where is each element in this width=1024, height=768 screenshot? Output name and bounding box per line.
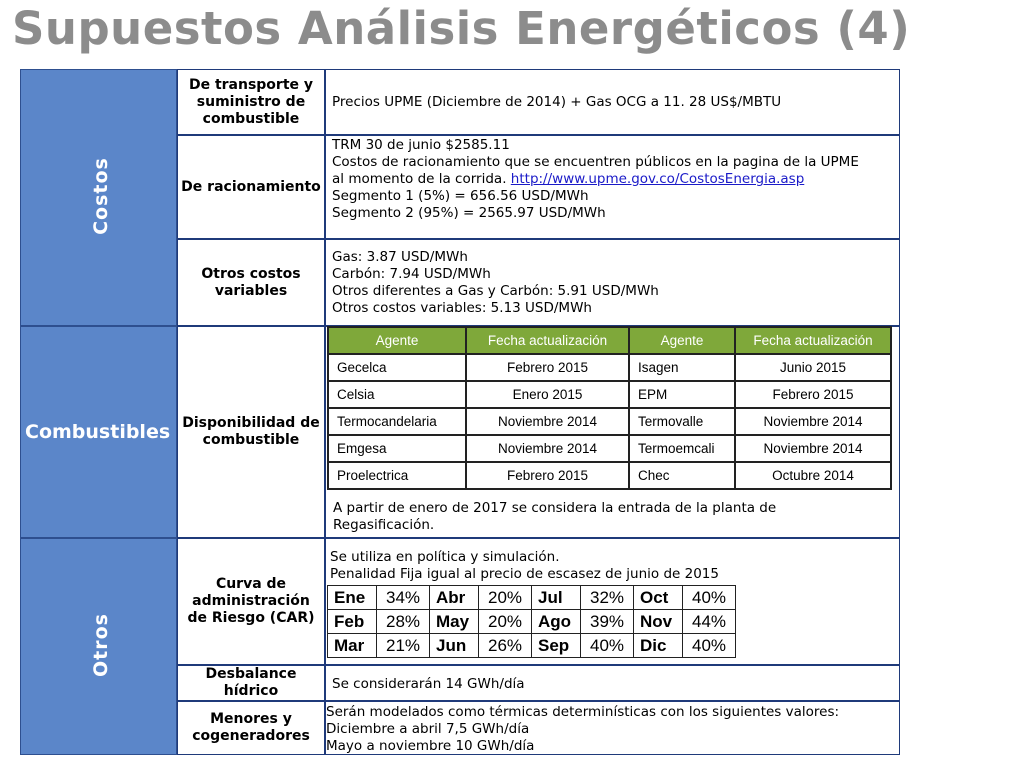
table-row — [328, 610, 736, 634]
fecha-cell: Febrero 2015 — [466, 354, 629, 381]
row-content-menores — [325, 701, 900, 755]
month-cell: Abr — [430, 586, 479, 610]
menores-line-2: Diciembre a abril 7,5 GWh/día — [326, 721, 530, 737]
value-cell: 34% — [377, 586, 430, 610]
value-cell: 28% — [377, 610, 430, 634]
otros-costos-line-3: Otros diferentes a Gas y Carbón: 5.91 USD/MWh — [332, 283, 659, 299]
table-row — [328, 408, 891, 435]
transporte-text: Precios UPME (Diciembre de 2014) + Gas OCG a 11. 28 US$/MBTU — [332, 94, 782, 110]
agente-cell: Termoemcali — [629, 435, 735, 462]
month-cell: Dic — [634, 634, 683, 658]
month-cell: Jun — [430, 634, 479, 658]
agentes-header-fecha-1: Fecha actualización — [466, 327, 629, 354]
value-cell: 40% — [581, 634, 634, 658]
fecha-cell: Enero 2015 — [466, 381, 629, 408]
table-row — [328, 381, 891, 408]
section-costos — [20, 69, 177, 326]
agentes-header-fecha-2: Fecha actualización — [735, 327, 891, 354]
agente-cell: Proelectrica — [328, 462, 466, 489]
value-cell: 21% — [377, 634, 430, 658]
racionamiento-line-3 — [332, 171, 893, 188]
agente-cell: Termocandelaria — [328, 408, 466, 435]
section-combustibles — [20, 326, 177, 538]
fecha-cell: Noviembre 2014 — [466, 435, 629, 462]
upme-link[interactable]: http://www.upme.gov.co/CostosEnergia.asp — [510, 171, 805, 187]
car-line-2: Penalidad Fija igual al precio de escasez de junio de 2015 — [330, 566, 719, 582]
otros-costos-line-1: Gas: 3.87 USD/MWh — [332, 249, 468, 265]
month-cell: Ago — [532, 610, 581, 634]
value-cell: 20% — [479, 586, 532, 610]
row-content-racionamiento — [325, 135, 900, 239]
row-label-otros-costos: Otros costos variables — [177, 239, 325, 326]
table-row — [328, 435, 891, 462]
racionamiento-line-2: Costos de racionamiento que se encuentren públicos en la pagina de la UPME — [332, 154, 859, 170]
value-cell: 40% — [683, 586, 736, 610]
agente-cell: EPM — [629, 381, 735, 408]
row-label-car: Curva de administración de Riesgo (CAR) — [177, 538, 325, 665]
row-label-disponibilidad: Disponibilidad de combustible — [177, 326, 325, 538]
row-content-desbalance — [325, 665, 900, 701]
value-cell: 32% — [581, 586, 634, 610]
fecha-cell: Febrero 2015 — [735, 381, 891, 408]
racionamiento-line-1: TRM 30 de junio $2585.11 — [332, 137, 510, 153]
table-row — [328, 462, 891, 489]
disponibilidad-note-2: Regasificación. — [333, 517, 435, 533]
row-label-menores: Menores y cogeneradores — [177, 701, 325, 755]
month-cell: Feb — [328, 610, 377, 634]
section-otros-label: Otros — [90, 613, 112, 677]
month-cell: Mar — [328, 634, 377, 658]
month-cell: Jul — [532, 586, 581, 610]
row-content-otros-costos — [325, 239, 900, 326]
fecha-cell: Noviembre 2014 — [735, 435, 891, 462]
fecha-cell: Junio 2015 — [735, 354, 891, 381]
agentes-header-agente-1: Agente — [328, 327, 466, 354]
table-row — [328, 354, 891, 381]
menores-line-1: Serán modelados como térmicas determinísticas con los siguientes valores: — [326, 704, 840, 720]
racionamiento-line-3-prefix: al momento de la corrida. — [332, 171, 511, 187]
month-cell: Sep — [532, 634, 581, 658]
value-cell: 44% — [683, 610, 736, 634]
car-line-1: Se utiliza en política y simulación. — [330, 549, 560, 565]
month-cell: Ene — [328, 586, 377, 610]
agente-cell: Gecelca — [328, 354, 466, 381]
fecha-cell: Octubre 2014 — [735, 462, 891, 489]
agentes-header-agente-2: Agente — [629, 327, 735, 354]
car-table — [327, 585, 736, 658]
value-cell: 40% — [683, 634, 736, 658]
agentes-table — [327, 326, 892, 490]
fecha-cell: Noviembre 2014 — [466, 408, 629, 435]
month-cell: Nov — [634, 610, 683, 634]
value-cell: 39% — [581, 610, 634, 634]
table-row — [328, 586, 736, 610]
desbalance-text: Se considerarán 14 GWh/día — [332, 676, 525, 692]
agente-cell: Emgesa — [328, 435, 466, 462]
row-label-racionamiento: De racionamiento — [177, 135, 325, 239]
page-title: Supuestos Análisis Energéticos (4) — [12, 2, 911, 55]
fecha-cell: Noviembre 2014 — [735, 408, 891, 435]
month-cell: Oct — [634, 586, 683, 610]
racionamiento-line-5: Segmento 2 (95%) = 2565.97 USD/MWh — [332, 205, 606, 221]
fecha-cell: Febrero 2015 — [466, 462, 629, 489]
value-cell: 26% — [479, 634, 532, 658]
racionamiento-line-4: Segmento 1 (5%) = 656.56 USD/MWh — [332, 188, 589, 204]
section-combustibles-label: Combustibles — [25, 421, 171, 443]
otros-costos-line-4: Otros costos variables: 5.13 USD/MWh — [332, 300, 592, 316]
value-cell: 20% — [479, 610, 532, 634]
agentes-header-row — [328, 327, 891, 354]
agente-cell: Isagen — [629, 354, 735, 381]
month-cell: May — [430, 610, 479, 634]
table-row — [328, 634, 736, 658]
disponibilidad-note-1: A partir de enero de 2017 se considera la entrada de la planta de — [333, 500, 777, 516]
agente-cell: Termovalle — [629, 408, 735, 435]
row-label-transporte: De transporte y suministro de combustible — [177, 69, 325, 135]
row-label-desbalance: Desbalance hídrico — [177, 665, 325, 701]
section-costos-label: Costos — [90, 157, 112, 235]
agente-cell: Celsia — [328, 381, 466, 408]
agente-cell: Chec — [629, 462, 735, 489]
row-content-transporte — [325, 69, 900, 135]
section-otros — [20, 538, 177, 755]
otros-costos-line-2: Carbón: 7.94 USD/MWh — [332, 266, 491, 282]
menores-line-3: Mayo a noviembre 10 GWh/día — [326, 738, 535, 754]
